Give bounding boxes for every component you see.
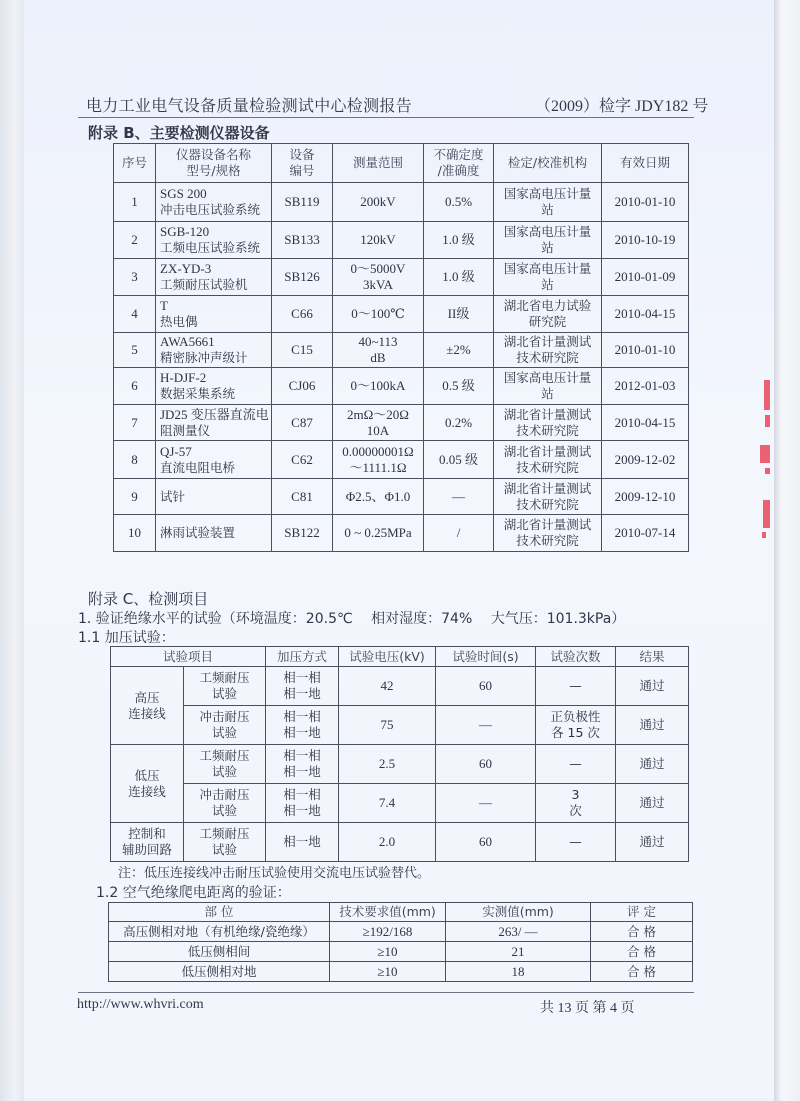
table-row	[111, 784, 689, 823]
table-row	[109, 962, 693, 982]
cell-voltage: 75	[339, 706, 436, 745]
cell-measured: 263/ —	[446, 922, 591, 942]
cell-date: 2010-04-15	[602, 405, 689, 441]
instrument-name: 试针	[160, 488, 186, 504]
col-header-method: 加压方式	[266, 647, 339, 667]
cell-no: 1	[114, 183, 156, 222]
range-line: 10A	[366, 422, 390, 438]
table-row	[114, 405, 689, 441]
cell-count: —	[536, 823, 616, 862]
cell-result: 通过	[616, 823, 689, 862]
cell-result: 通过	[616, 784, 689, 823]
cell-accuracy: 0.5 级	[424, 368, 494, 405]
cell-no: 3	[114, 259, 156, 296]
cell-no: 7	[114, 405, 156, 441]
table-header-row	[109, 903, 693, 922]
header-rule	[78, 117, 694, 118]
instrument-model: JD25 变压器直流电	[160, 406, 269, 422]
cell-accuracy: 0.5%	[424, 183, 494, 222]
cell-method: 相一地	[266, 823, 339, 862]
range-line: 2mΩ～20Ω	[347, 406, 409, 422]
cell-instrument	[156, 441, 272, 479]
range-value: 0～100kA	[350, 378, 406, 393]
page-indicator: 共 13 页 第 4 页	[540, 1001, 635, 1016]
range-value: 120kV	[360, 232, 396, 247]
col-header-agency: 检定/校准机构	[494, 144, 602, 183]
cell-range	[333, 405, 424, 441]
cell-time: —	[436, 784, 536, 823]
instrument-model: T	[160, 298, 168, 313]
cell-part: 高压侧相对地（有机绝缘/瓷绝缘）	[109, 922, 330, 942]
col-header-measured: 实测值(mm)	[446, 903, 591, 922]
col-header-date: 有效日期	[602, 144, 689, 183]
cell-device-id: C66	[272, 296, 333, 333]
report-title: 电力工业电气设备质量检验测试中心检测报告	[86, 96, 413, 115]
cell-count: —	[536, 745, 616, 784]
instrument-name: 精密脉冲声级计	[160, 350, 248, 365]
range-line: 0.00000001Ω	[342, 443, 414, 459]
official-seal-stamp	[760, 380, 774, 540]
cell-time: —	[436, 706, 536, 745]
instrument-table	[113, 143, 689, 552]
cell-device-id: C15	[272, 333, 333, 368]
cell-method: 相一相 相一地	[266, 667, 339, 706]
instrument-model: H-DJF-2	[160, 370, 207, 385]
range-line: 3kVA	[362, 277, 394, 292]
creepage-table	[108, 902, 693, 982]
cell-accuracy: 0.05 级	[424, 441, 494, 479]
cell-device-id: CJ06	[272, 368, 333, 405]
cell-test-group: 低压 连接线	[111, 745, 184, 823]
instrument-model: QJ-57	[160, 443, 192, 459]
cell-range	[333, 222, 424, 259]
cell-date: 2010-01-10	[602, 333, 689, 368]
table-row	[109, 942, 693, 962]
range-value: 0～100℃	[351, 306, 405, 321]
cell-voltage: 2.0	[339, 823, 436, 862]
insulation-test-heading: 1. 验证绝缘水平的试验（环境温度：20.5℃ 相对湿度：74% 大气压：101.3kPa）	[78, 611, 626, 627]
cell-agency: 湖北省计量测试 技术研究院	[494, 515, 602, 552]
cell-instrument	[156, 222, 272, 259]
cell-agency: 湖北省计量测试 技术研究院	[494, 405, 602, 441]
cell-device-id: C87	[272, 405, 333, 441]
cell-date: 2009-12-02	[602, 441, 689, 479]
cell-range	[333, 183, 424, 222]
col-header-voltage: 试验电压(kV)	[339, 647, 436, 667]
binding-edge	[0, 0, 24, 1101]
cell-test-type: 冲击耐压 试验	[184, 784, 266, 823]
table-row	[114, 479, 689, 515]
table-row	[114, 368, 689, 405]
range-line: ～1111.1Ω	[349, 459, 407, 475]
table-row	[111, 745, 689, 784]
instrument-name: 淋雨试验装置	[160, 525, 236, 540]
table-row	[109, 922, 693, 942]
table-row	[111, 706, 689, 745]
cell-agency: 湖北省电力试验 研究院	[494, 296, 602, 333]
footer-url[interactable]: http://www.whvri.com	[77, 997, 204, 1012]
cell-device-id: C81	[272, 479, 333, 515]
instrument-name: 阻测量仪	[160, 422, 211, 438]
cell-time: 60	[436, 823, 536, 862]
cell-device-id: SB122	[272, 515, 333, 552]
cell-test-type: 冲击耐压 试验	[184, 706, 266, 745]
cell-agency: 湖北省计量测试 技术研究院	[494, 333, 602, 368]
cell-accuracy: ±2%	[424, 333, 494, 368]
instrument-model: SGS 200	[160, 186, 207, 201]
cell-count: —	[536, 667, 616, 706]
voltage-test-note: 注：低压连接线冲击耐压试验使用交流电压试验替代。	[118, 866, 431, 881]
cell-voltage: 2.5	[339, 745, 436, 784]
cell-date: 2010-01-09	[602, 259, 689, 296]
footer-rule	[78, 992, 694, 993]
table-row	[114, 515, 689, 552]
col-header-no: 序号	[114, 144, 156, 183]
cell-range	[333, 515, 424, 552]
cell-accuracy: 1.0 级	[424, 259, 494, 296]
cell-test-type: 工频耐压 试验	[184, 667, 266, 706]
cell-range	[333, 441, 424, 479]
col-header-accuracy: 不确定度 /准确度	[424, 144, 494, 183]
instrument-name: 冲击电压试验系统	[160, 202, 261, 217]
report-number: （2009）检字 JDY182 号	[535, 98, 709, 115]
cell-instrument	[156, 183, 272, 222]
cell-method: 相一相 相一地	[266, 784, 339, 823]
cell-instrument	[156, 259, 272, 296]
col-header-requirement: 技术要求值(mm)	[330, 903, 446, 922]
cell-measured: 21	[446, 942, 591, 962]
instrument-model: ZX-YD-3	[160, 261, 212, 276]
cell-method: 相一相 相一地	[266, 745, 339, 784]
instrument-model: SGB-120	[160, 224, 210, 239]
col-header-part: 部 位	[109, 903, 330, 922]
cell-range	[333, 368, 424, 405]
table-row	[114, 441, 689, 479]
cell-range	[333, 259, 424, 296]
cell-date: 2010-01-10	[602, 183, 689, 222]
cell-device-id: SB133	[272, 222, 333, 259]
cell-no: 10	[114, 515, 156, 552]
cell-time: 60	[436, 667, 536, 706]
range-value: 0 ~ 0.25MPa	[344, 525, 412, 540]
cell-test-group: 控制和 辅助回路	[111, 823, 184, 862]
cell-instrument	[156, 296, 272, 333]
range-line: 0～5000V	[350, 261, 406, 276]
cell-instrument	[156, 333, 272, 368]
cell-test-type: 工频耐压 试验	[184, 745, 266, 784]
col-header-count: 试验次数	[536, 647, 616, 667]
cell-no: 6	[114, 368, 156, 405]
cell-date: 2010-04-15	[602, 296, 689, 333]
cell-verdict: 合 格	[591, 922, 693, 942]
cell-agency: 国家高电压计量 站	[494, 368, 602, 405]
cell-range	[333, 479, 424, 515]
cell-result: 通过	[616, 745, 689, 784]
cell-time: 60	[436, 745, 536, 784]
cell-count: 3 次	[536, 784, 616, 823]
col-header-result: 结果	[616, 647, 689, 667]
range-value: 200kV	[360, 194, 396, 209]
instrument-name: 热电偶	[160, 314, 198, 329]
range-line: 40~113	[358, 334, 398, 349]
cell-instrument	[156, 515, 272, 552]
cell-date: 2010-07-14	[602, 515, 689, 552]
cell-date: 2010-10-19	[602, 222, 689, 259]
cell-device-id: SB119	[272, 183, 333, 222]
instrument-model: AWA5661	[160, 334, 215, 349]
voltage-test-heading: 1.1 加压试验：	[78, 630, 175, 646]
cell-agency: 湖北省计量测试 技术研究院	[494, 479, 602, 515]
col-header-verdict: 评 定	[591, 903, 693, 922]
table-row	[114, 222, 689, 259]
cell-voltage: 7.4	[339, 784, 436, 823]
table-header-row	[114, 144, 689, 183]
cell-device-id: C62	[272, 441, 333, 479]
range-line: dB	[370, 350, 386, 365]
cell-instrument	[156, 368, 272, 405]
cell-requirement: ≥10	[330, 962, 446, 982]
cell-no: 8	[114, 441, 156, 479]
col-header-id: 设备 编号	[272, 144, 333, 183]
cell-agency: 国家高电压计量 站	[494, 259, 602, 296]
cell-range	[333, 333, 424, 368]
page-edge	[774, 0, 800, 1101]
cell-voltage: 42	[339, 667, 436, 706]
range-value: Φ2.5、Φ1.0	[345, 488, 411, 504]
table-row	[114, 183, 689, 222]
col-header-test-item: 试验项目	[111, 647, 266, 667]
cell-verdict: 合 格	[591, 942, 693, 962]
voltage-test-table	[110, 646, 689, 862]
cell-no: 5	[114, 333, 156, 368]
cell-result: 通过	[616, 706, 689, 745]
cell-result: 通过	[616, 667, 689, 706]
cell-accuracy: /	[424, 515, 494, 552]
col-header-time: 试验时间(s)	[436, 647, 536, 667]
cell-accuracy: —	[424, 479, 494, 515]
cell-date: 2009-12-10	[602, 479, 689, 515]
cell-test-group: 高压 连接线	[111, 667, 184, 745]
cell-instrument	[156, 405, 272, 441]
table-header-row	[111, 647, 689, 667]
instrument-name: 直流电阻电桥	[160, 459, 236, 475]
cell-agency: 湖北省计量测试 技术研究院	[494, 441, 602, 479]
instrument-name: 工频电压试验系统	[160, 240, 261, 255]
cell-no: 2	[114, 222, 156, 259]
appendix-c-title: 附录 C、检测项目	[88, 590, 209, 608]
cell-requirement: ≥192/168	[330, 922, 446, 942]
cell-instrument	[156, 479, 272, 515]
instrument-name: 数据采集系统	[160, 386, 236, 401]
cell-agency: 国家高电压计量 站	[494, 222, 602, 259]
cell-no: 4	[114, 296, 156, 333]
col-header-range: 测量范围	[333, 144, 424, 183]
table-row	[114, 259, 689, 296]
cell-accuracy: II级	[424, 296, 494, 333]
table-row	[111, 667, 689, 706]
cell-part: 低压侧相对地	[109, 962, 330, 982]
cell-date: 2012-01-03	[602, 368, 689, 405]
cell-verdict: 合 格	[591, 962, 693, 982]
cell-agency: 国家高电压计量 站	[494, 183, 602, 222]
col-header-name: 仪器设备名称 型号/规格	[156, 144, 272, 183]
cell-accuracy: 0.2%	[424, 405, 494, 441]
appendix-b-title: 附录 B、主要检测仪器设备	[88, 124, 270, 142]
creepage-heading: 1.2 空气绝缘爬电距离的验证：	[96, 885, 291, 901]
cell-count: 正负极性 各 15 次	[536, 706, 616, 745]
cell-part: 低压侧相间	[109, 942, 330, 962]
cell-no: 9	[114, 479, 156, 515]
table-row	[114, 296, 689, 333]
cell-requirement: ≥10	[330, 942, 446, 962]
cell-test-type: 工频耐压 试验	[184, 823, 266, 862]
table-row	[114, 333, 689, 368]
cell-accuracy: 1.0 级	[424, 222, 494, 259]
instrument-name: 工频耐压试验机	[160, 277, 248, 292]
table-row	[111, 823, 689, 862]
cell-device-id: SB126	[272, 259, 333, 296]
cell-range	[333, 296, 424, 333]
cell-method: 相一相 相一地	[266, 706, 339, 745]
cell-measured: 18	[446, 962, 591, 982]
